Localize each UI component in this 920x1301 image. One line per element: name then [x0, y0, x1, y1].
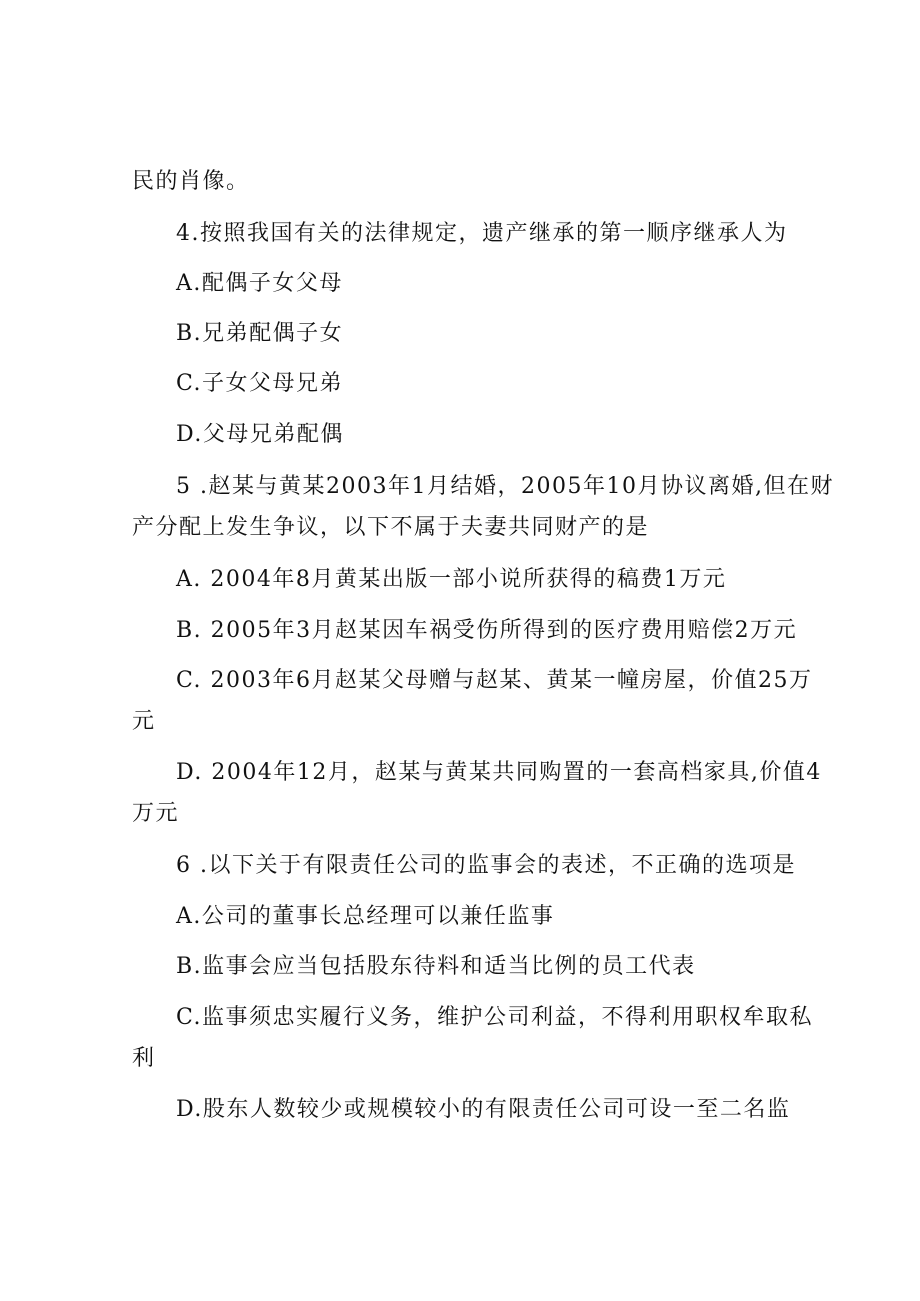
question-6: 6 .以下关于有限责任公司的监事会的表述，不正确的选项是 — [176, 853, 796, 878]
question-5-option-d: D. 2004年12月，赵某与黄某共同购置的一套高档家具,价值4 — [176, 760, 822, 785]
question-5-option-d-continuation: 万元 — [132, 801, 180, 826]
question-5-option-c: C. 2003年6月赵某父母赠与赵某、黄某一幢房屋，价值25万 — [176, 668, 813, 693]
question-4-option-c: C.子女父母兄弟 — [176, 371, 344, 396]
question-5: 5 .赵某与黄某2003年1月结婚，2005年10月协议离婚,但在财 — [176, 474, 834, 499]
question-5-option-b: B. 2005年3月赵某因车祸受伤所得到的医疗费用赔偿2万元 — [176, 618, 798, 643]
question-4: 4.按照我国有关的法律规定，遗产继承的第一顺序继承人为 — [176, 221, 788, 246]
question-6-option-b: B.监事会应当包括股东待料和适当比例的员工代表 — [176, 954, 696, 979]
question-5-option-a: A. 2004年8月黄某出版一部小说所获得的稿费1万元 — [176, 567, 727, 592]
question-6-option-a: A.公司的董事长总经理可以兼任监事 — [176, 904, 555, 929]
question-6-option-d: D.股东人数较少或规模较小的有限责任公司可设一至二名监 — [176, 1097, 791, 1122]
question-5-continuation: 产分配上发生争议，以下不属于夫妻共同财产的是 — [132, 515, 650, 540]
question-6-option-c-continuation: 利 — [132, 1046, 156, 1071]
question-4-option-b: B.兄弟配偶子女 — [176, 321, 344, 346]
question-5-option-c-continuation: 元 — [132, 709, 156, 734]
question-6-option-c: C.监事须忠实履行义务，维护公司利益，不得利用职权牟取私 — [176, 1005, 814, 1030]
question-4-option-d: D.父母兄弟配偶 — [176, 422, 344, 447]
question-4-option-a: A.配偶子女父母 — [176, 271, 343, 296]
text-line-continuation: 民的肖像。 — [132, 169, 250, 194]
